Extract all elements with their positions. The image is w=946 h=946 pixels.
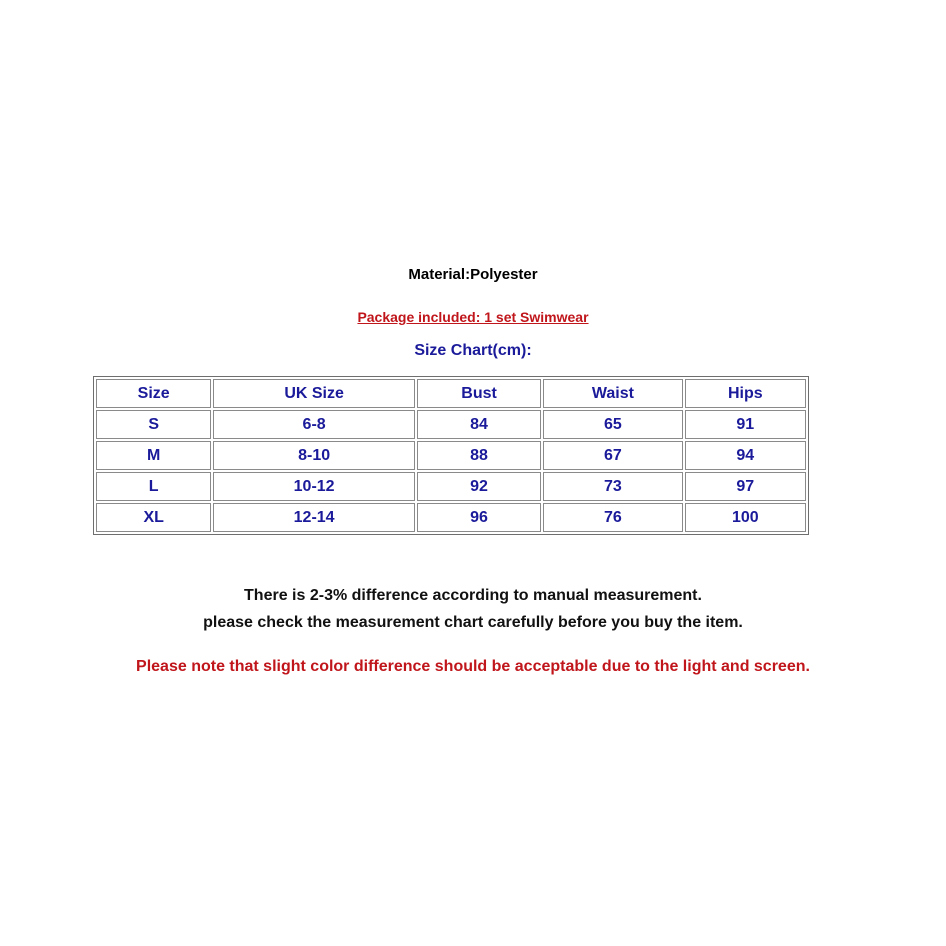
cell-uk-size: 12-14 (213, 503, 415, 532)
cell-waist: 67 (543, 441, 682, 470)
table-row (96, 472, 806, 501)
measurement-difference-note: There is 2-3% difference according to manual measurement. (244, 587, 702, 604)
cell-hips: 91 (685, 410, 806, 439)
header-size: Size (96, 379, 211, 408)
table-row (96, 410, 806, 439)
cell-uk-size: 8-10 (213, 441, 415, 470)
header-bust: Bust (417, 379, 541, 408)
header-waist: Waist (543, 379, 682, 408)
cell-uk-size: 6-8 (213, 410, 415, 439)
size-chart-table (93, 376, 809, 535)
check-chart-note: please check the measurement chart carefully before you buy the item. (203, 614, 743, 631)
table-row (96, 503, 806, 532)
size-table-body (96, 379, 806, 532)
table-row (96, 441, 806, 470)
package-included-text: Package included: 1 set Swimwear (357, 309, 589, 325)
cell-size: M (96, 441, 211, 470)
cell-uk-size: 10-12 (213, 472, 415, 501)
cell-bust: 84 (417, 410, 541, 439)
cell-waist: 76 (543, 503, 682, 532)
header-hips: Hips (685, 379, 806, 408)
header-uk-size: UK Size (213, 379, 415, 408)
cell-size: L (96, 472, 211, 501)
cell-hips: 94 (685, 441, 806, 470)
color-difference-note: Please note that slight color difference should be acceptable due to the light and screen. (136, 658, 810, 675)
cell-size: S (96, 410, 211, 439)
cell-bust: 88 (417, 441, 541, 470)
cell-hips: 97 (685, 472, 806, 501)
cell-hips: 100 (685, 503, 806, 532)
cell-size: XL (96, 503, 211, 532)
material-value: Polyester (470, 266, 538, 283)
table-header-row (96, 379, 806, 408)
cell-waist: 73 (543, 472, 682, 501)
material-line (0, 266, 946, 283)
material-label: Material: (408, 266, 471, 283)
cell-waist: 65 (543, 410, 682, 439)
size-chart-heading: Size Chart(cm): (414, 342, 532, 359)
cell-bust: 96 (417, 503, 541, 532)
cell-bust: 92 (417, 472, 541, 501)
